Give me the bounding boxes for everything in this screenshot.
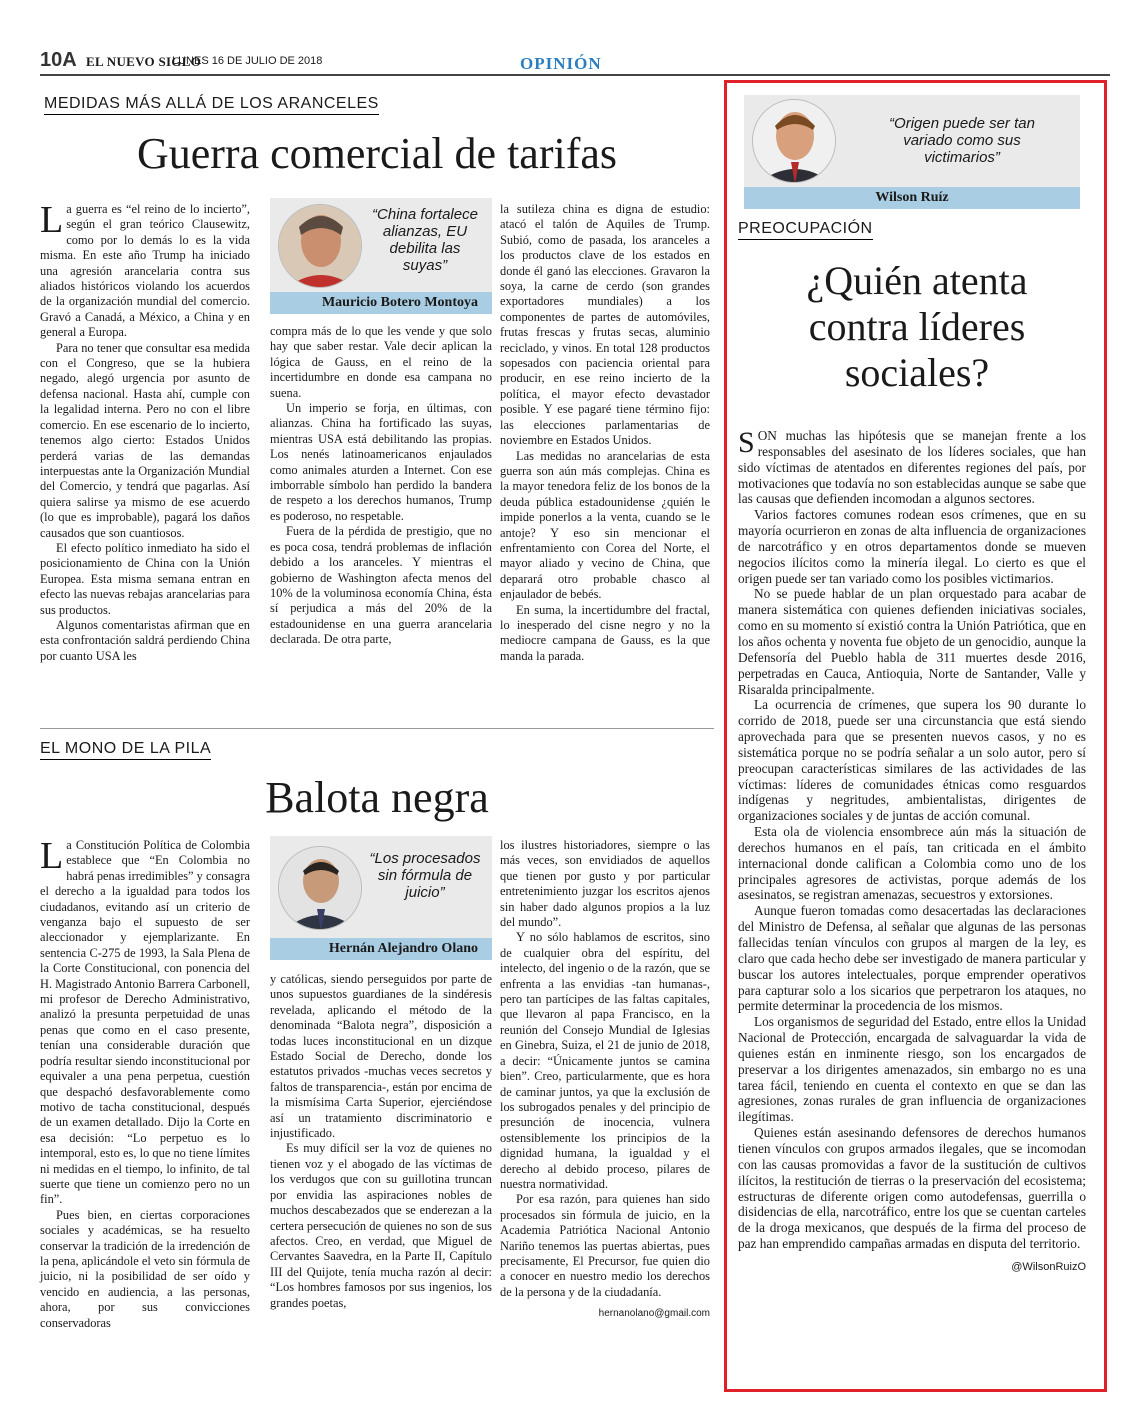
article1-headline: Guerra comercial de tarifas: [136, 129, 618, 178]
article3-body: [738, 428, 1086, 1276]
paragraph: Es muy difícil ser la voz de quienes no tienen voz y el abogado de las víctimas de los verdugos que con su guillotina truncan por envidia las aspiraciones nobles de muchos descabezados que se enderezan a la certera persecución de quienes no son de sus afectos. Creo, en verdad, que Miguel de Cervantes Saavedra, en la Parte II, Capítulo III del Quijote, tenía mucha razón al decir: “Los hombres famosos por sus ingenios, los grandes poetas,: [270, 1141, 492, 1310]
article1-quote-box: [270, 198, 492, 314]
paragraph: Varios factores comunes rodean esos crímenes, que en su mayoría ocurrieron en zonas de alta influencia de organizaciones de narcotráfico y en otros departamentos donde se mueven negocios ilícitos como la minería ilegal. Lo cierto es que el origen puede ser tan variado como los posibles victimarios.: [738, 507, 1086, 586]
issue-date: LUNES 16 DE JULIO DE 2018: [172, 55, 323, 67]
author-handle: @WilsonRuizO: [1011, 1260, 1086, 1273]
paragraph: En suma, la incertidumbre del fractal, lo inesperado del cisne negro y no la mediocre campana de Gauss, es la que manda la parada.: [500, 602, 710, 663]
lead-in: ON: [757, 428, 777, 443]
author-name: Mauricio Botero Montoya: [270, 292, 492, 314]
paragraph: Fuera de la pérdida de prestigio, que no es poca cosa, tendrá problemas de inflación debido a los aranceles. Y mientras el gobierno de Washington afecta menos del 10% de la voluminosa economía China, ésta sí perjudica a más del 20% de la estadounidense en una guerra arancelaria declarada. De otra parte,: [270, 524, 492, 647]
paragraph: No se puede hablar de un plan orquestado para acabar de manera sistemática con quienes defienden iniciativas sociales, como en su momento sí existió contra la Unión Patriótica, que en los años ochenta y noventa fue objeto de un genocidio, aunque la Defensoría del Pueblo habla de 311 muertes desde 2016, perpetradas en Cauca, Antioquia, Norte de Santander, Valle y Risaralda principalmente.: [738, 586, 1086, 697]
author-email: hernanolano@gmail.com: [598, 1308, 710, 1320]
pull-quote: “Los procesados sin fórmula de juicio”: [369, 850, 481, 901]
article3-quote-box: [744, 95, 1080, 209]
paragraph: El efecto político inmediato ha sido el posicionamiento de China con la Unión Europea. Esta misma semana entran en efecto las nuevas rebajas arancelarias para sus productos.: [40, 540, 250, 617]
article2-quote-box: [270, 836, 492, 960]
paragraph: los ilustres historiadores, siempre o las más veces, son envidiados de aquellos que tienen por gusto y por particular entretenimiento juzgar los escritos ajenos sin haber dado algunos propios a la luz del mundo”.: [500, 838, 710, 930]
page-number: 10A: [40, 49, 77, 71]
paragraph: a guerra es “el reino de lo incierto”, según el gran teórico Clausewitz, como por lo demás lo es la vida misma. En este año Trump ha iniciado una agresión arancelaria contra sus aliados históricos violando los acuerdos de la organización mundial del comercio. Gravó a Canadá, a México, a China y en general a Europa.: [40, 202, 250, 340]
paragraph: La ocurrencia de crímenes, que supera los 90 durante lo corrido de 2018, puede ser una circunstancia que está siendo aprovechada para que se presenten nuevos casos, y no es sistemática porque no se podría señalar a un solo autor, pero sí preocupan características similares de las actividades de las víctimas: líderes de comunidades étnicas como resguardos indígenas y negritudes, ambientalistas, dirigentes de organizaciones sociales y de juntas de acción comunal.: [738, 697, 1086, 824]
article2-column-1: [40, 835, 250, 1331]
paragraph: Pues bien, en ciertas corporaciones sociales y académicas, se ha resuelto conservar la tradición de la irredención de la pena, aplicándole el veto sin fórmula de juicio, ni la posibilidad de ser oído y vencido en audiencia, a las personas, ahora, por sus convicciones conservadoras: [40, 1207, 250, 1330]
article2-column-3: [500, 838, 710, 1322]
paragraph: Las medidas no arancelarias de esta guerra son aún más complejas. China es la mayor tenedora feliz de los bonos de la deuda pública estadounidense ¿quién le impide ponerlos a la venta, cuando se le antoje? Y eso sin mencionar el enfrentamiento con Corea del Norte, el mayor aliado y vecino de China, que deparará otro probable chasco al enjaulador de bebés.: [500, 448, 710, 602]
author-name: Wilson Ruíz: [744, 187, 1080, 209]
paragraph: y católicas, siendo perseguidos por parte de unos supuestos guardianes de la sindéresis revelada, aplicando el método de la denominada “Balota negra”, disposición a todas luces inconstitucional en un dizque Estado Social de Derecho, donde los estatutos privados -muchas veces secretos y faltos de transparencia-, están por encima de la mismísima Carta Superior, ejerciéndose así un tratamiento discriminatorio e injustificado.: [270, 972, 492, 1141]
drop-cap: L: [40, 199, 64, 241]
article2-headline: Balota negra: [265, 773, 489, 822]
divider: [40, 728, 714, 729]
pull-quote: “Origen puede ser tan variado como sus victimarios”: [889, 115, 1035, 166]
author-photo: [752, 99, 836, 183]
paragraph: Un imperio se forja, en últimas, con alianzas. China ha fortificado las suyas, mientras USA está debilitando las propias. Los nenés latinoamericanos enjaulados como animales aturden a Internet. Con ese imborrable símbolo han perdido la bandera de respeto a los derechos humanos, Trump es poderoso, no respetable.: [270, 401, 492, 523]
article1-column-2: [270, 324, 492, 648]
article2-kicker: EL MONO DE LA PILA: [40, 740, 211, 760]
newspaper-name: EL NUEVO SIGLO: [86, 54, 202, 69]
paragraph: la sutileza china es digna de estudio: atacó el talón de Aquiles de Trump. Subió, como de pasada, los aranceles a los productos clave de los estados en donde él ganó las elecciones. Gravaron la soya, la carne de cerdo (son grandes exportadores mundiales) a los componentes de partes de automóviles, frutas frescas y frutas secas, aluminio reciclado, y vinos. En total 128 productos sopesados con paciencia oriental para producir, en ese reino incierto de la política, el mayor efecto devastador posible. Y ese pagaré tiene término fijo: las elecciones parlamentarias de noviembre en Estados Unidos.: [500, 202, 710, 448]
paragraph: Esta ola de violencia ensombrece aún más la situación de derechos humanos en el país, tan criticada en el ámbito internacional donde califican a Colombia como uno de los principales agresores de activistas, porque además de los asesinatos, se registran amenazas, secuestros y extorsiones.: [738, 824, 1086, 903]
paragraph: Y no sólo hablamos de escritos, sino de cualquier obra del espíritu, del intelecto, del ingenio o de la razón, que se enfrenta a las envidias -tan humanas-, pero tan partícipes de las faltas capitales, que llevaron al papa Francisco, en la reunión del Consejo Mundial de Iglesias en Ginebra, Suiza, el 21 de junio de 2018, a decir: “Únicamente juntos se camina bien”. Creo, particularmente, que es hora de caminar juntos, ya que la exclusión de los subrogados penales y del principio de presunción de inocencia, vulnera ostensiblemente los principios de la dignidad humana, la igualdad y el derecho al debido proceso, pilares de nuestra normatividad.: [500, 930, 710, 1191]
author-photo: [278, 204, 362, 288]
paragraph: Para no tener que consultar esa medida con el Congreso, que se la hubiera negado, alegó urgencia por asunto de defensa nacional. Hasta ahí, cumple con la legalidad interna. Pero no con el libre comercio. En ese escenario de lo incierto, tenemos algo cierto: Estados Unidos perderá varias de las demandas interpuestas ante la Organización Mundial del Comercio, y tendrá que pagarlas. Así quiera salirse ya mismo de ese acuerdo (lo que es improbable), pagará los daños causados que son cuantiosos.: [40, 340, 250, 540]
article3-kicker: PREOCUPACIÓN: [738, 220, 873, 240]
paragraph: Los organismos de seguridad del Estado, entre ellos la Unidad Nacional de Protección, encargada de salvaguardar la vida de quienes están en inminente riesgo, son los encargados de preservar a los dirigentes amenazados, sin embargo no es una tarea fácil, teniendo en cuenta el contexto en que se dan las agresiones, zonas rurales de gran influencia de organizaciones ilegítimas.: [738, 1014, 1086, 1125]
article3-headline: [738, 258, 1096, 396]
paragraph: Algunos comentaristas afirman que en esta confrontación saldrá perdiendo China por cuanto USA les: [40, 617, 250, 663]
paragraph: a Constitución Política de Colombia establece que “En Colombia no habrá penas irredimibles” y consagra el derecho a la igualdad para todos los ciudadanos, evitando así un criterio de venganza bajo el supuesto de ser aleccionador y ejemplarizante. En sentencia C-275 de 1993, la Sala Plena de la Corte Constitucional, con ponencia del H. Magistrado Antonio Barrera Carbonell, mi profesor de Derecho Administrativo, analizó la presunta perpetuidad de unas penas que como en el caso presente, tenían una considerable duración que podría resultar siendo inconstitucional por equivaler a una pena perpetua, cuestión que despachó desfavorablemente como motivo de tacha constitucional, después de un examen detallado. Dijo la Corte en esa decisión: “Lo perpetuo es lo intemporal, esto es, lo que no tiene límites ni medidas en el tiempo, lo infinito, de tal suerte que tiene un comienzo pero no un fin”.: [40, 838, 250, 1207]
article1-column-1: [40, 199, 250, 664]
drop-cap: S: [738, 426, 755, 459]
paragraph: Quienes están asesinando defensores de derechos humanos tienen vínculos con grupos armados ilegales, que se incomodan con las causas promovidas a favor de la sustitución de cultivos ilícitos, la restitución de tierras o la preservación del ecosistema; estructuras de diferente origen como autodefensas, guerrilla o disidencias de ella, narcotráfico, entre los que se cuentan carteles de la droga mexicanos, que después de la firma del proceso de paz han emprendido campañas armadas en disputa del territorio.: [738, 1125, 1086, 1252]
paragraph: Aunque fueron tomadas como desacertadas las declaraciones del Ministro de Defensa, al señalar que algunas de las personas fallecidas tenían vínculos con grupos al margen de la ley, es claro que cada hecho debe ser investigado de manera particular y buscar los autores intelectuales, porque emprender operativos para capturar solo a los sicarios que perpetraron los ataques, no permite determinar la procedencia de los mismos.: [738, 903, 1086, 1014]
author-name: Hernán Alejandro Olano: [270, 938, 492, 960]
paragraph: compra más de lo que les vende y que solo hay que saber restar. Vale decir aplican la lógica de Gauss, en el reino de la incertidumbre en donde esa campana no suena.: [270, 324, 492, 400]
article1-column-3: [500, 202, 710, 664]
paragraph: Por esa razón, para quienes han sido procesados sin fórmula de juicio, en la Academia Patriótica Nacional Antonio Nariño tenemos las puertas abiertas, pues precisamente, El Precursor, fue quien dio a conocer en nuestro medio los derechos de la persona y de la ciudadanía.: [500, 1192, 710, 1299]
headline-line: contra líderes: [808, 304, 1026, 349]
article1-kicker: MEDIDAS MÁS ALLÁ DE LOS ARANCELES: [44, 95, 379, 115]
masthead-rule: [40, 74, 1110, 76]
headline-line: ¿Quién atenta: [806, 258, 1028, 303]
article2-column-2: [270, 972, 492, 1311]
section-title: OPINIÓN: [520, 54, 602, 73]
paragraph: muchas las hipótesis que se manejan frente a los responsables del asesinato de los líderes sociales, que han sido víctimas de atentados en diferentes regiones del país, por motivaciones que todavía no son establecidas aunque se sabe que las causas que defienden incomodan a algunos sectores.: [738, 428, 1086, 507]
author-photo: [278, 846, 362, 930]
pull-quote: “China fortalece alianzas, EU debilita las suyas”: [372, 206, 478, 274]
masthead: [40, 49, 1110, 77]
headline-line: sociales?: [844, 350, 990, 395]
drop-cap: L: [40, 835, 64, 877]
